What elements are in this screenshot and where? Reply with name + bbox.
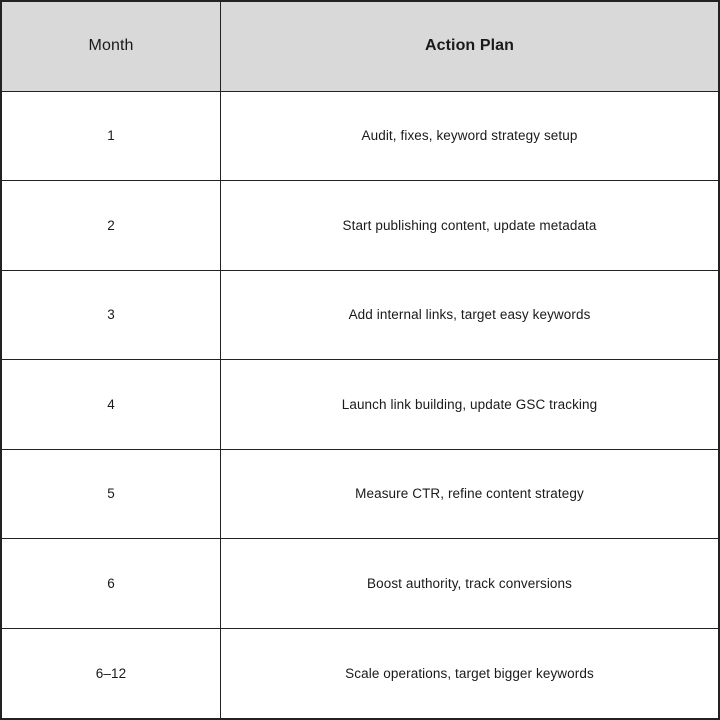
action-plan-cell: Scale operations, target bigger keywords (345, 665, 594, 681)
month-cell: 1 (2, 92, 221, 182)
month-cell: 5 (2, 450, 221, 540)
action-plan-cell: Audit, fixes, keyword strategy setup (221, 92, 718, 182)
action-plan-cell: Add internal links, target easy keywords (221, 271, 718, 361)
action-plan-cell: Boost authority, track conversions (221, 539, 718, 629)
month-cell: 4 (2, 360, 221, 450)
action-plan-cell: Measure CTR, refine content strategy (221, 450, 718, 540)
column-header-action-plan: Action Plan (221, 2, 718, 92)
month-cell: 6–12 (2, 629, 221, 719)
month-cell: 6 (2, 539, 221, 629)
month-cell: 3 (2, 271, 221, 361)
month-cell: 2 (2, 181, 221, 271)
action-plan-cell: Start publishing content, update metadata (221, 181, 718, 271)
action-plan-cell: Launch link building, update GSC tracking (221, 360, 718, 450)
column-header-month: Month (2, 2, 221, 92)
